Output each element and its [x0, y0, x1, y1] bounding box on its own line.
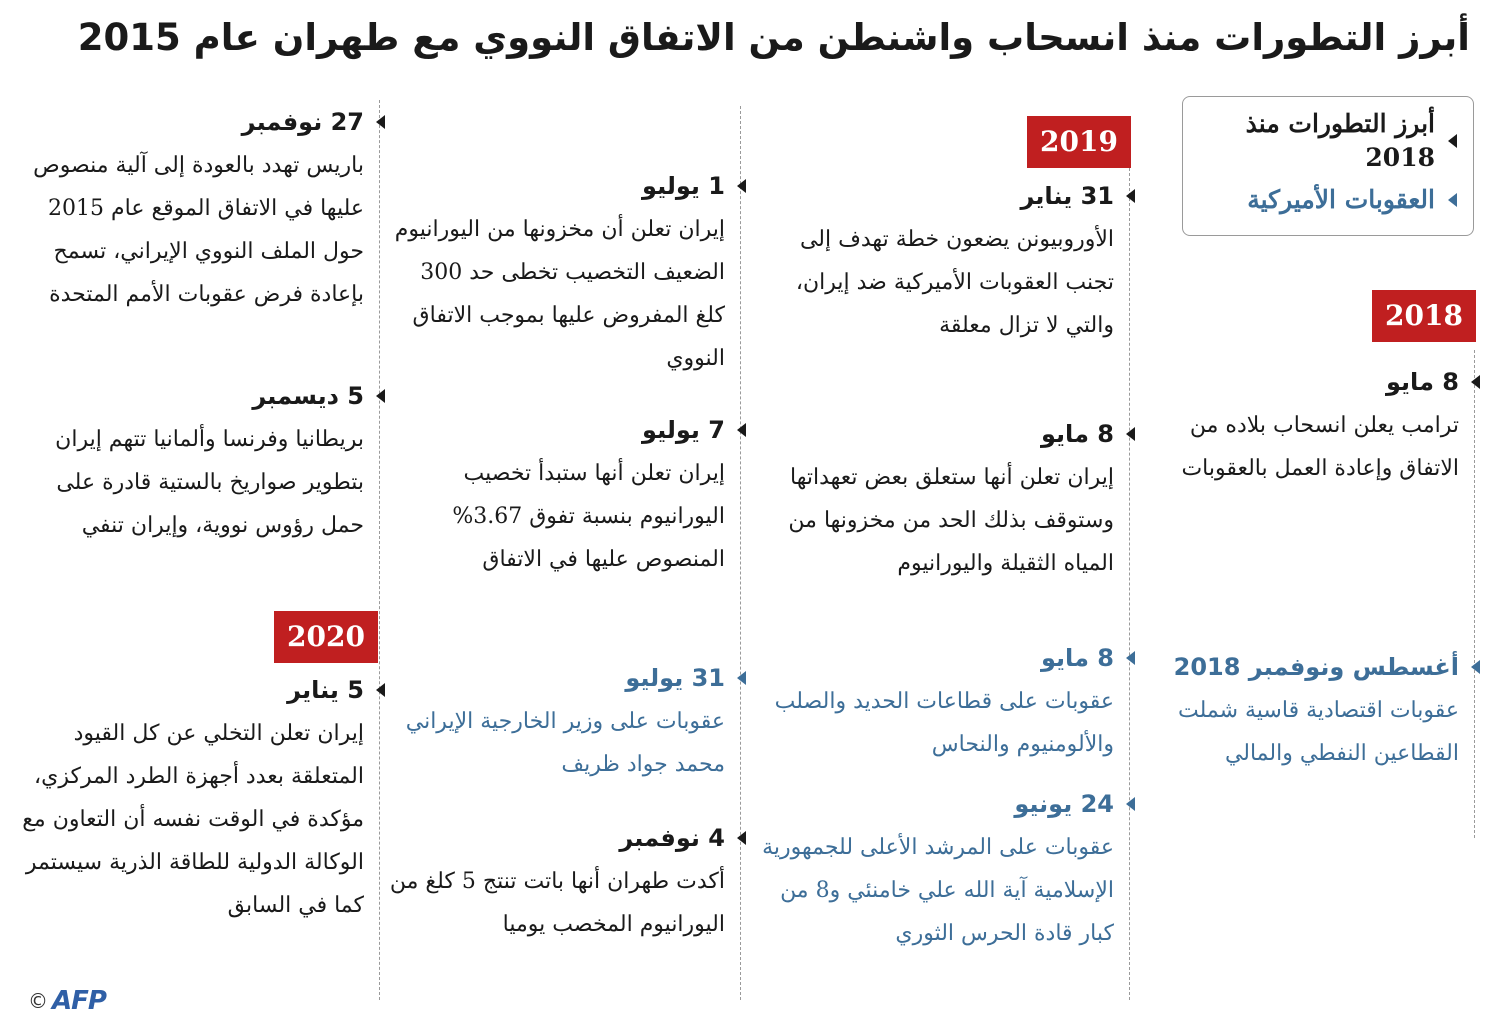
arrow-icon	[1126, 189, 1135, 203]
event-text: إيران تعلن أنها ستبدأ تخصيب اليورانيوم بنسبة تفوق 3.67% المنصوص عليها في الاتفاق	[452, 461, 725, 572]
event-text: الأوروبيونن يضعون خطة تهدف إلى تجنب العقوبات الأميركية ضد إيران، والتي لا تزال معلقة	[795, 227, 1114, 338]
event	[18, 100, 364, 316]
event	[758, 174, 1114, 347]
event-date	[1150, 360, 1459, 404]
timeline-column-2020	[18, 100, 380, 1000]
event	[758, 412, 1114, 585]
event	[385, 816, 725, 946]
arrow-icon	[1471, 375, 1480, 389]
arrow-icon	[1448, 134, 1457, 148]
arrow-icon	[737, 423, 746, 437]
sanction-event	[758, 636, 1114, 766]
event	[385, 164, 725, 380]
event-text: إيران تعلن أن مخزونها من اليورانيوم الضعيف التخصيب تخطى حد 300 كلغ المفروض عليها بموجب الاتفاق النووي	[394, 217, 725, 371]
event-text: عقوبات على وزير الخارجية الإيراني محمد جواد ظريف	[405, 709, 725, 777]
event-date	[1150, 645, 1459, 689]
event-text: أكدت طهران أنها باتت تنتج 5 كلغ من اليورانيوم المخصب يوميا	[389, 869, 725, 937]
event-date-label: 27 نوفمبر	[241, 108, 364, 136]
event-date	[758, 174, 1114, 218]
event-date	[758, 636, 1114, 680]
year-badge-2020: 2020	[274, 611, 378, 663]
timeline-column-2019-b	[385, 106, 741, 1000]
afp-logo: AFP	[52, 986, 106, 1016]
arrow-icon	[1448, 193, 1457, 207]
event-date-label: 31 يناير	[1020, 182, 1114, 210]
year-badge-2019: 2019	[1027, 116, 1131, 168]
legend-sanctions-label: العقوبات الأميركية	[1247, 185, 1435, 214]
arrow-icon	[1126, 427, 1135, 441]
event-text: بريطانيا وفرنسا وألمانيا تتهم إيران بتطوير صواريخ بالستية قادرة على حمل رؤوس نووية، وإيران تنفي	[55, 427, 364, 538]
event	[18, 374, 364, 547]
event-date	[18, 100, 364, 144]
event-date	[18, 668, 364, 712]
event-date-label: 8 مايو	[1386, 368, 1459, 396]
arrow-icon	[376, 115, 385, 129]
arrow-icon	[1126, 797, 1135, 811]
event-date-label: 5 يناير	[287, 676, 364, 704]
event-date-label: 1 يوليو	[642, 172, 725, 200]
event-date	[385, 408, 725, 452]
event-text: باريس تهدد بالعودة إلى آلية منصوص عليها في الاتفاق الموقع عام 2015 حول الملف النووي الإيراني، تسمح بإعادة فرض عقوبات الأمم المتحدة	[33, 153, 364, 307]
copyright-symbol: ©	[28, 989, 48, 1013]
event-text: عقوبات على المرشد الأعلى للجمهورية الإسلامية آية الله علي خامنئي و8 من كبار قادة الحرس الثوري	[762, 835, 1114, 946]
year-badge-2018: 2018	[1372, 290, 1476, 342]
event-text: عقوبات على قطاعات الحديد والصلب والألومنيوم والنحاس	[774, 689, 1114, 757]
event-text: عقوبات اقتصادية قاسية شملت القطاعين النفطي والمالي	[1177, 698, 1459, 766]
sanction-event	[385, 656, 725, 786]
event-text: إيران تعلن أنها ستعلق بعض تعهداتها وستوقف بذلك الحد من مخزونها من المياه الثقيلة واليورانيوم	[788, 465, 1114, 576]
event-date	[385, 816, 725, 860]
event-date	[385, 656, 725, 700]
arrow-icon	[376, 389, 385, 403]
legend-main-label: أبرز التطورات منذ 2018	[1245, 109, 1435, 172]
arrow-icon	[737, 831, 746, 845]
event-date-label: 24 يونيو	[1014, 790, 1114, 818]
arrow-icon	[376, 683, 385, 697]
event-text: ترامب يعلن انسحاب بلاده من الاتفاق وإعادة العمل بالعقوبات	[1181, 413, 1459, 481]
legend-box	[1182, 96, 1474, 236]
event-date-label: 4 نوفمبر	[619, 824, 725, 852]
event-date-label: 8 مايو	[1041, 420, 1114, 448]
event-date-label: 31 يوليو	[625, 664, 725, 692]
event	[1150, 360, 1459, 490]
event-text: إيران تعلن التخلي عن كل القيود المتعلقة بعدد أجهزة الطرد المركزي، مؤكدة في الوقت نفسه أن التعاون مع الوكالة الدولية للطاقة الذرية سيستمر كما في السابق	[22, 721, 364, 918]
arrow-icon	[737, 179, 746, 193]
timeline-column-2019	[758, 168, 1130, 1000]
page-title: أبرز التطورات منذ انسحاب واشنطن من الاتفاق النووي مع طهران عام 2015	[77, 16, 1470, 59]
timeline-column-2018	[1150, 350, 1475, 838]
afp-credit	[28, 986, 106, 1016]
legend-main	[1193, 107, 1457, 175]
arrow-icon	[1471, 660, 1480, 674]
event	[385, 408, 725, 581]
arrow-icon	[737, 671, 746, 685]
sanction-event	[1150, 645, 1459, 775]
arrow-icon	[1126, 651, 1135, 665]
event-date	[758, 412, 1114, 456]
event-date-label: 8 مايو	[1041, 644, 1114, 672]
event	[18, 668, 364, 927]
event-date-label: 5 ديسمبر	[252, 382, 364, 410]
event-date	[385, 164, 725, 208]
legend-sanctions	[1193, 181, 1457, 219]
event-date	[758, 782, 1114, 826]
event-date-label: أغسطس ونوفمبر 2018	[1173, 653, 1459, 681]
sanction-event	[758, 782, 1114, 955]
event-date-label: 7 يوليو	[642, 416, 725, 444]
event-date	[18, 374, 364, 418]
